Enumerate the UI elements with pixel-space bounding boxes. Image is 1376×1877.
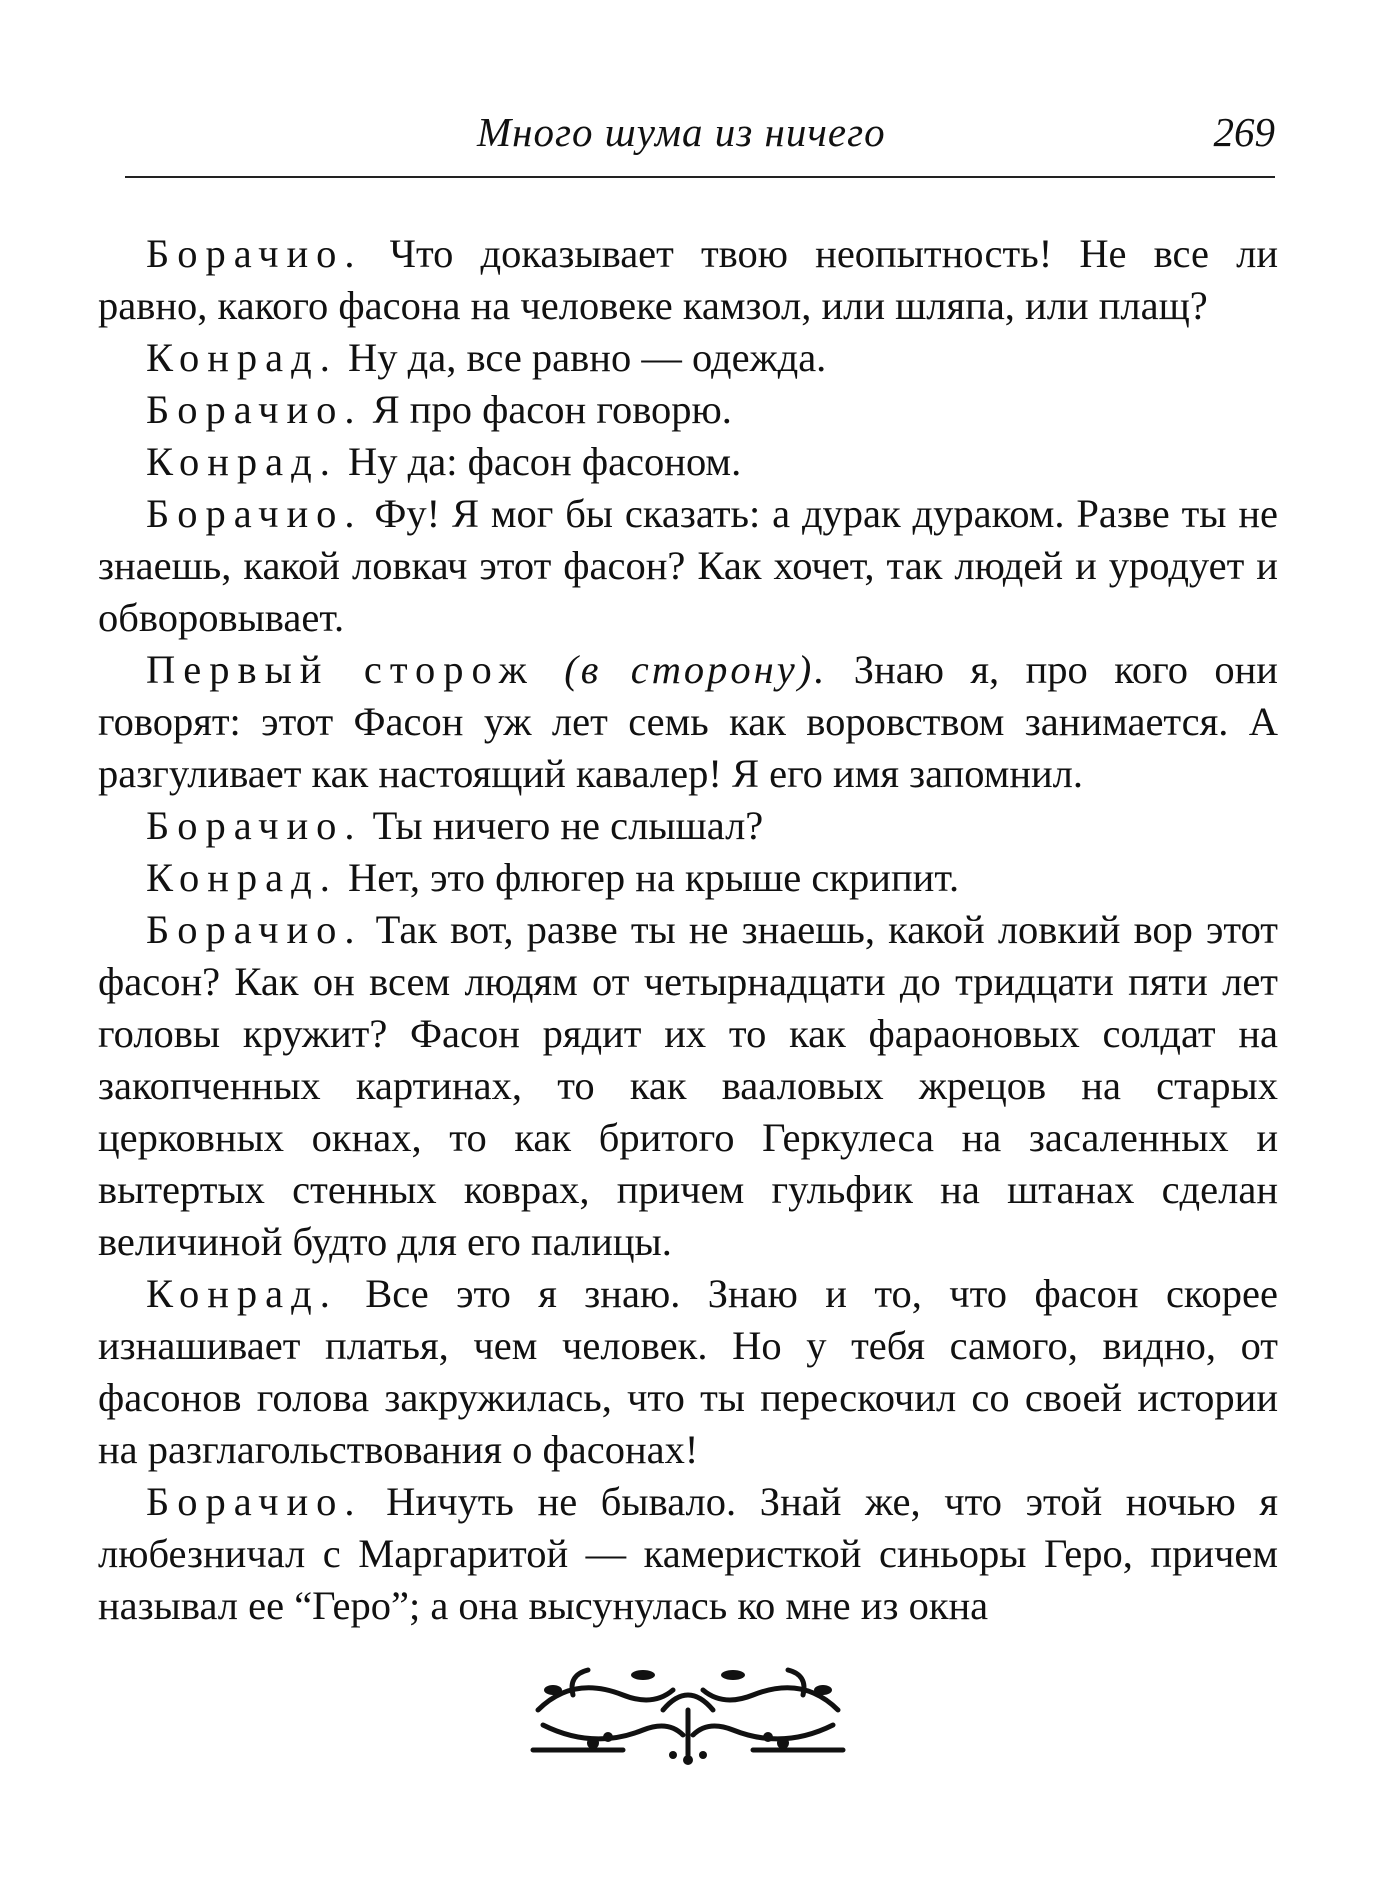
running-title: Много шума из ничего <box>477 109 886 155</box>
speech-paragraph <box>98 228 1278 332</box>
speech-paragraph <box>98 384 1278 436</box>
speech-text: Нет, это флюгер на крыше скрипит. <box>337 855 960 900</box>
speech-text: Я про фасон говорю. <box>362 387 732 432</box>
speech-paragraph <box>98 644 1278 800</box>
speech-paragraph <box>98 436 1278 488</box>
speech-text: Знаю я, про кого они говорят: этот Фасон уж лет семь как воровством занимается. А разгуливает как настоящий кавалер! Я его имя запомнил. <box>98 647 1278 796</box>
speaker-name: Конрад. <box>146 1271 338 1316</box>
speech-paragraph <box>98 800 1278 852</box>
speech-paragraph <box>98 488 1278 644</box>
page-number: 269 <box>1213 109 1275 155</box>
speech-paragraph <box>98 904 1278 1268</box>
speech-text: Ну да, все равно — одежда. <box>337 335 827 380</box>
speaker-name: Борачио. <box>146 231 363 276</box>
speaker-name: Борачио. <box>146 907 363 952</box>
play-text <box>98 228 1278 1632</box>
speaker-name: Борачио. <box>146 1479 363 1524</box>
speech-text: Так вот, разве ты не знаешь, какой ловкий вор этот фасон? Как он всем людям от четырнадцати до тридцати пяти лет головы кружит? Фасон рядит их то как фараоновых солдат на закопченных картинах, то как вааловых жрецов на старых церковных окнах, то как бритого Геркулеса на засаленных и вытертых стенных коврах, причем гульфик на штанах сделан величиной будто для его палицы. <box>98 907 1278 1264</box>
speech-paragraph <box>98 1268 1278 1476</box>
speaker-name: Борачио. <box>146 387 363 432</box>
header-rule <box>125 176 1275 178</box>
speech-text: Все это я знаю. Знаю и то, что фасон скорее изнашивает платья, чем человек. Но у тебя самого, видно, от фасонов голова закружилась, что ты перескочил со своей истории на разглагольствования о фасонах! <box>98 1271 1278 1472</box>
speech-text: Ну да: фасон фасоном. <box>337 439 742 484</box>
speech-paragraph <box>98 332 1278 384</box>
speech-text: Ты ничего не слышал? <box>362 803 764 848</box>
speaker-name: Первый сторож <box>146 647 535 692</box>
speaker-name: Конрад. <box>146 439 338 484</box>
speaker-name: Борачио. <box>146 491 363 536</box>
speech-text: Что доказывает твою неопытность! Не все ли равно, какого фасона на человеке камзол, или шляпа, или плащ? <box>98 231 1278 328</box>
page-header <box>125 108 1275 168</box>
speaker-name: Конрад. <box>146 335 338 380</box>
speech-text: Фу! Я мог бы сказать: а дурак дураком. Разве ты не знаешь, какой ловкач этот фасон? Как хочет, так людей и уродует и обворовывает. <box>98 491 1278 640</box>
stage-direction: (в сторону). <box>534 647 828 692</box>
speaker-name: Борачио. <box>146 803 363 848</box>
speech-paragraph <box>98 852 1278 904</box>
floral-vignette-icon <box>513 1655 863 1770</box>
speech-text: Ничуть не бывало. Знай же, что этой ночью я любезничал с Маргаритой — камеристкой синьоры Геро, причем называл ее “Геро”; а она высунулась ко мне из окна <box>98 1479 1278 1628</box>
speech-paragraph <box>98 1476 1278 1632</box>
speaker-name: Конрад. <box>146 855 338 900</box>
